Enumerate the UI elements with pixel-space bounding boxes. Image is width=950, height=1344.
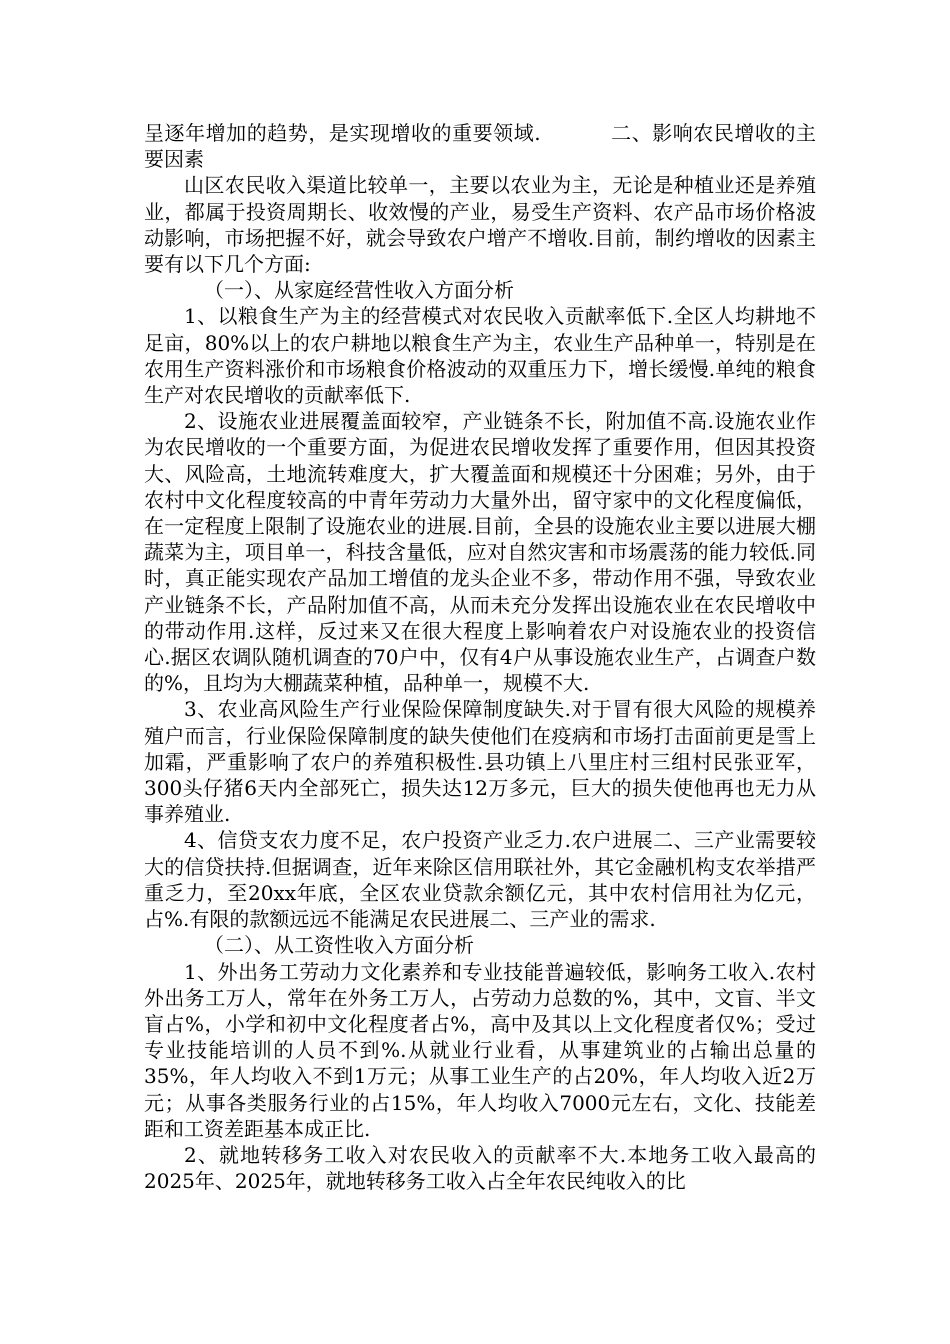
paragraph-text: 呈逐年增加的趋势，是实现增收的重要领域. xyxy=(144,121,541,145)
subsection-heading: （二）、从工资性收入方面分析 xyxy=(204,933,474,958)
section-heading: 二、影响农民增收的主要因素 xyxy=(144,121,817,172)
subsection-heading: （一）、从家庭经营性收入方面分析 xyxy=(204,278,514,303)
paragraph: 3、农业高风险生产行业保险保障制度缺失.对于冒有很大风险的规模养殖户而言，行业保险保障制度的缺失使他们在疫病和市场打击面前更是雪上加霜，严重影响了农户的养殖积极性.县功镇上八里庄村三组村民张亚军，300头仔猪6天内全部死亡，损失达12万多元，巨大的损失使他再也无力从事养殖业. xyxy=(144,697,816,827)
paragraph: 2、就地转移务工收入对农民收入的贡献率不大.本地务工收入最高的2025年、2025年，就地转移务工收入占全年农民纯收入的比 xyxy=(144,1142,816,1194)
document-body xyxy=(144,120,816,1194)
paragraph: 4、信贷支农力度不足，农户投资产业乏力.农户进展二、三产业需要较大的信贷扶持.但据调查，近年来除区信用联社外，其它金融机构支农举措严重乏力，至20xx年底，全区农业贷款余额亿元，其中农村信用社为亿元，占%.有限的款额远远不能满足农民进展二、三产业的需求. xyxy=(144,828,816,932)
paragraph: 2、设施农业进展覆盖面较窄，产业链条不长，附加值不高.设施农业作为农民增收的一个重要方面，为促进农民增收发挥了重要作用，但因其投资大、风险高，土地流转难度大，扩大覆盖面和规模还十分困难；另外，由于农村中文化程度较高的中青年劳动力大量外出，留守家中的文化程度偏低，在一定程度上限制了设施农业的进展.目前，全县的设施农业主要以进展大棚蔬菜为主，项目单一，科技含量低，应对自然灾害和市场震荡的能力较低.同时，真正能实现农产品加工增值的龙头企业不多，带动作用不强，导致农业产业链条不长，产品附加值不高，从而未充分发挥出设施农业在农民增收中的带动作用.这样，反过来又在很大程度上影响着农户对设施农业的投资信心.据区农调队随机调查的70户中，仅有4户从事设施农业生产，占调查户数的%，且均为大棚蔬菜种植，品种单一，规模不大. xyxy=(144,409,816,696)
paragraph: 山区农民收入渠道比较单一，主要以农业为主，无论是种植业还是养殖业，都属于投资周期长、收效慢的产业，易受生产资料、农产品市场价格波动影响，市场把握不好，就会导致农户增产不增收.目前，制约增收的因素主要有以下几个方面: xyxy=(144,173,816,277)
paragraph: 1、外出务工劳动力文化素养和专业技能普遍较低，影响务工收入.农村外出务工万人，常年在外务工万人，占劳动力总数的%，其中，文盲、半文盲占%，小学和初中文化程度者占%，高中及其以上文化程度者仅%；受过专业技能培训的人员不到%.从就业行业看，从事建筑业的占输出总量的35%，年人均收入不到1万元；从事工业生产的占20%，年人均收入近2万元；从事各类服务行业的占15%，年人均收入7000元左右，文化、技能差距和工资差距基本成正比. xyxy=(144,959,816,1141)
paragraph: 1、以粮食生产为主的经营模式对农民收入贡献率低下.全区人均耕地不足亩，80%以上的农户耕地以粮食生产为主，农业生产品种单一，特别是在农用生产资料涨价和市场粮食价格波动的双重压力下，增长缓慢.单纯的粮食生产对农民增收的贡献率低下. xyxy=(144,304,816,408)
paragraph-continuation xyxy=(144,120,816,172)
